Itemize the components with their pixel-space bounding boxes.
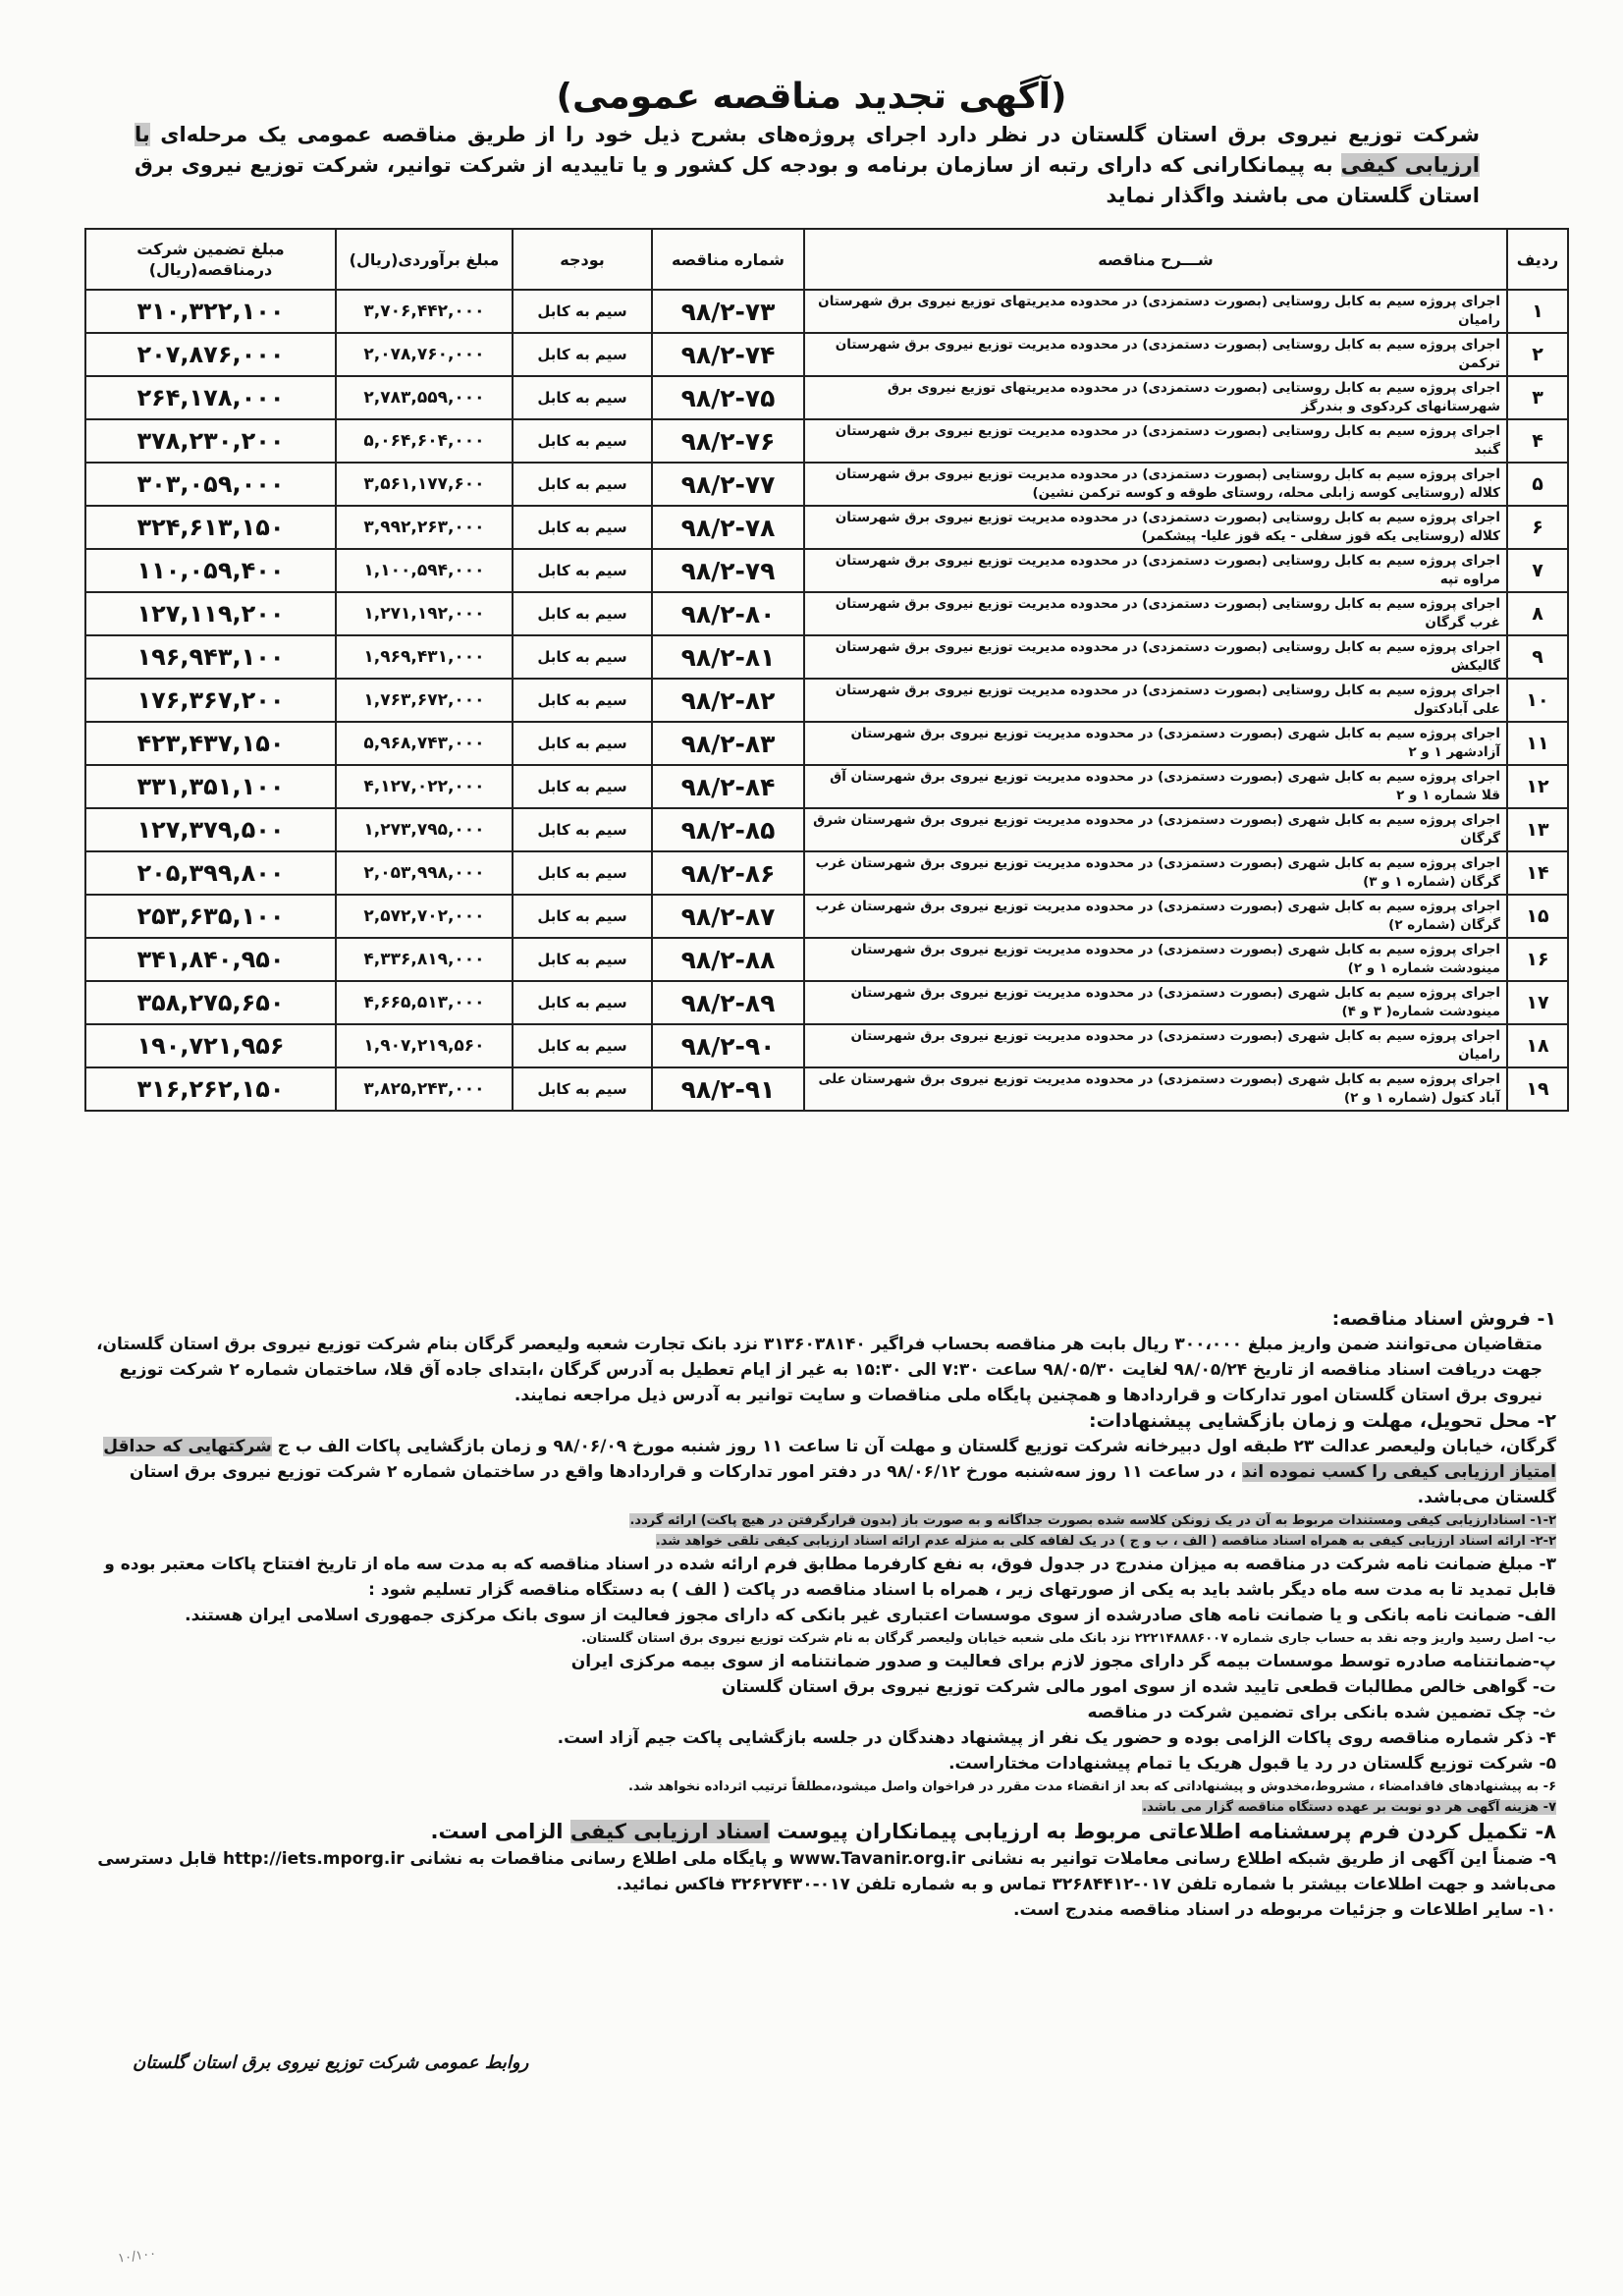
estimate-amount: ۱,۷۶۳,۶۷۲,۰۰۰ [336,679,513,722]
header-tender-number: شماره مناقصه [652,229,804,290]
estimate-amount: ۳,۹۹۲,۲۶۳,۰۰۰ [336,506,513,549]
budget: سیم به کابل [513,895,652,938]
section1-text: متقاضیان می‌توانند ضمن واریز مبلغ ۳۰۰،۰۰۰ ریال بابت هر مناقصه بحساب فراگیر ۳۱۳۶۰۳۸۱۴۰ نزد بانک تجارت شعبه ولیعصر گرگان بنام شرکت توزیع نیروی برق استان گلستان، جهت دریافت اسناد مناقصه از تاریخ ۹۸/۰۵/۲۴ لغایت ۹۸/۰۵/۳۰ ساعت ۷:۳۰ الی ۱۵:۳۰ به غیر از ایام تعطیل به آدرس گرگان ،ابتدای جاده آق قلا، ساختمان شماره ۲ شرکت توزیع نیروی برق استان گلستان امور تدارکات و قراردادها و همچنین پایگاه ملی مناقصات و سایت توانیر به آدرس ذیل مراجعه نمایند. [96,1335,1542,1405]
row-number: ۱۳ [1507,808,1568,851]
row-number: ۳ [1507,376,1568,419]
row-number: ۱ [1507,290,1568,333]
estimate-amount: ۵,۹۶۸,۷۴۳,۰۰۰ [336,722,513,765]
section2-text-highlight: شرکتهایی که حداقل امتیاز ارزیابی کیفی را کسب نموده اند [103,1437,1556,1482]
budget: سیم به کابل [513,290,652,333]
table-row [85,851,1568,895]
section3-t: ت- گواهی خالص مطالبات قطعی تایید شده از سوی امور مالی شرکت توزیع نیروی برق استان گلستان [721,1677,1556,1697]
estimate-amount: ۱,۲۷۱,۱۹۲,۰۰۰ [336,592,513,635]
guarantee-amount: ۳۵۸,۲۷۵,۶۵۰ [85,981,336,1024]
row-number: ۱۸ [1507,1024,1568,1067]
section3-a: الف- ضمانت نامه بانکی و یا ضمانت نامه های صادرشده از سوی موسسات اعتباری غیر بانکی که دارای مجوز فعالیت از سوی بانک مرکزی جمهوری اسلامی ایران هستند. [185,1606,1556,1625]
budget: سیم به کابل [513,981,652,1024]
table-row [85,549,1568,592]
tender-number: ۹۸/۲-۸۷ [652,895,804,938]
guarantee-amount: ۳۱۶,۲۶۲,۱۵۰ [85,1067,336,1111]
budget: سیم به کابل [513,765,652,808]
tender-table [84,228,1569,1112]
row-description: اجرای پروژه سیم به کابل شهری (بصورت دستمزدی) در محدوده مدیریت توزیع نیروی برق شهرستان علی آباد کتول (شماره ۱ و ۲) [804,1067,1507,1111]
guarantee-amount: ۱۲۷,۳۷۹,۵۰۰ [85,808,336,851]
tender-number: ۹۸/۲-۷۹ [652,549,804,592]
estimate-amount: ۲,۰۵۳,۹۹۸,۰۰۰ [336,851,513,895]
section2-text-c: ، در ساعت ۱۱ روز سه‌شنبه مورخ ۹۸/۰۶/۱۲ در دفتر امور تدارکات و قراردادها واقع در ساختمان شماره ۲ شرکت توزیع نیروی برق استان گلستان می‌باشد. [129,1462,1556,1507]
row-number: ۱۵ [1507,895,1568,938]
guarantee-amount: ۲۰۷,۸۷۶,۰۰۰ [85,333,336,376]
tender-number: ۹۸/۲-۸۹ [652,981,804,1024]
row-number: ۴ [1507,419,1568,463]
table-row [85,938,1568,981]
budget: سیم به کابل [513,506,652,549]
tender-number: ۹۸/۲-۷۶ [652,419,804,463]
estimate-amount: ۱,۱۰۰,۵۹۴,۰۰۰ [336,549,513,592]
row-number: ۹ [1507,635,1568,679]
section10: ۱۰- سایر اطلاعات و جزئیات مربوطه در اسناد مناقصه مندرج است. [1012,1900,1556,1920]
section8-a: ۸- تکمیل کردن فرم پرسشنامه اطلاعاتی مربوط به ارزیابی پیمانکاران پیوست [777,1820,1556,1843]
table-row [85,722,1568,765]
section9: ۹- ضمناً این آگهی از طریق شبکه اطلاع رسانی معاملات توانیر به نشانی www.Tavanir.org.ir و پایگاه ملی اطلاع رسانی مناقصات به نشانی http://iets.mporg.ir قابل دسترسی می‌باشد و جهت اطلاعات بیشتر با شماره تلفن ۰۱۷-۳۲۶۸۴۴۱۲ تماس و به شماره تلفن ۰۱۷-۳۲۶۲۷۴۳۰ فاکس نمائید. [97,1849,1556,1894]
section3: ۳- مبلغ ضمانت نامه شرکت در مناقصه به میزان مندرج در جدول فوق، به نفع کارفرما مطابق فرم ارائه شده در اسناد مناقصه که به مدت سه ماه از تاریخ افتتاح پاکات معتبر بوده و قابل تمدید تا به مدت سه ماه دیگر باشد باید به یکی از صورتهای زیر ، همراه با اسناد مناقصه در پاکت ( الف ) به دستگاه مناقصه گزار تسلیم شود : [104,1555,1556,1600]
section7: ۷- هزینه آگهی هر دو نوبت بر عهده دستگاه مناقصه گزار می باشد. [1142,1800,1556,1815]
budget: سیم به کابل [513,1067,652,1111]
table-row [85,333,1568,376]
tender-number: ۹۸/۲-۷۴ [652,333,804,376]
row-number: ۱۹ [1507,1067,1568,1111]
row-number: ۷ [1507,549,1568,592]
tender-number: ۹۸/۲-۹۰ [652,1024,804,1067]
row-description: اجرای پروژه سیم به کابل روستایی (بصورت دستمزدی) در محدوده مدیریتهای توزیع نیروی برق شهرستان رامیان [804,290,1507,333]
estimate-amount: ۲,۵۷۲,۷۰۲,۰۰۰ [336,895,513,938]
row-description: اجرای پروژه سیم به کابل شهری (بصورت دستمزدی) در محدوده مدیریت توزیع نیروی برق شهرستان شرق گرگان [804,808,1507,851]
estimate-amount: ۴,۶۶۵,۵۱۳,۰۰۰ [336,981,513,1024]
header-guarantee: مبلغ تضمین شرکت درمناقصه(ریال) [85,229,336,290]
intro-highlight: با ارزیابی کیفی [135,123,1481,177]
tender-number: ۹۸/۲-۸۰ [652,592,804,635]
row-number: ۱۷ [1507,981,1568,1024]
section2-text [83,1434,1556,1510]
guarantee-amount: ۳۰۳,۰۵۹,۰۰۰ [85,463,336,506]
guarantee-amount: ۳۳۱,۳۵۱,۱۰۰ [85,765,336,808]
row-description: اجرای پروژه سیم به کابل روستایی (بصورت دستمزدی) در محدوده مدیریت توزیع نیروی برق شهرستان گنبد [804,419,1507,463]
table-row [85,290,1568,333]
header-description: شـــرح مناقصه [804,229,1507,290]
budget: سیم به کابل [513,722,652,765]
section3-b: ب- اصل رسید واریز وجه نقد به حساب جاری شماره ۲۲۲۱۴۸۸۸۶۰۰۷ نزد بانک ملی شعبه خیابان ولیعصر گرگان به نام شرکت توزیع نیروی برق استان گلستان. [581,1631,1556,1646]
tender-number: ۹۸/۲-۸۴ [652,765,804,808]
section5: ۵- شرکت توزیع گلستان در رد یا قبول هریک یا تمام پیشنهادات مختاراست. [948,1754,1556,1774]
table-row [85,635,1568,679]
guarantee-amount: ۳۲۴,۶۱۳,۱۵۰ [85,506,336,549]
tender-number: ۹۸/۲-۸۲ [652,679,804,722]
tender-number: ۹۸/۲-۸۳ [652,722,804,765]
row-description: اجرای پروژه سیم به کابل روستایی (بصورت دستمزدی) در محدوده مدیریت توزیع نیروی برق شهرستان مراوه تپه [804,549,1507,592]
guarantee-amount: ۱۲۷,۱۱۹,۲۰۰ [85,592,336,635]
row-description: اجرای پروژه سیم به کابل شهری (بصورت دستمزدی) در محدوده مدیریت توزیع نیروی برق شهرستان غرب گرگان (شماره ۱ و ۳) [804,851,1507,895]
row-description: اجرای پروژه سیم به کابل روستایی (بصورت دستمزدی) در محدوده مدیریت توزیع نیروی برق شهرستان غرب گرگان [804,592,1507,635]
guarantee-amount: ۱۷۶,۳۶۷,۲۰۰ [85,679,336,722]
table-row [85,765,1568,808]
intro-paragraph [135,120,1480,211]
estimate-amount: ۳,۷۰۶,۴۴۲,۰۰۰ [336,290,513,333]
guarantee-amount: ۱۱۰,۰۵۹,۴۰۰ [85,549,336,592]
budget: سیم به کابل [513,679,652,722]
row-number: ۱۱ [1507,722,1568,765]
row-description: اجرای پروژه سیم به کابل روستایی (بصورت دستمزدی) در محدوده مدیریت توزیع نیروی برق شهرستان ترکمن [804,333,1507,376]
guarantee-amount: ۳۴۱,۸۴۰,۹۵۰ [85,938,336,981]
header-row-number: ردیف [1507,229,1568,290]
table-row [85,463,1568,506]
budget: سیم به کابل [513,851,652,895]
section3-th: ث- چک تضمین شده بانکی برای تضمین شرکت در مناقصه [1087,1703,1556,1722]
estimate-amount: ۴,۱۲۷,۰۲۲,۰۰۰ [336,765,513,808]
tender-number: ۹۸/۲-۷۷ [652,463,804,506]
budget: سیم به کابل [513,635,652,679]
guarantee-amount: ۲۵۳,۶۳۵,۱۰۰ [85,895,336,938]
header-budget: بودجه [513,229,652,290]
table-row [85,1067,1568,1111]
row-number: ۱۴ [1507,851,1568,895]
section3-p: پ-ضمانتنامه صادره توسط موسسات بیمه گر دارای مجوز لازم برای فعالیت و صدور ضمانتنامه از سوی بیمه مرکزی ایران [570,1652,1556,1671]
section8-highlight: اسناد ارزیابی کیفی [569,1820,770,1843]
tender-number: ۹۸/۲-۷۳ [652,290,804,333]
header-estimate: مبلغ برآوردی(ریال) [336,229,513,290]
table-row [85,808,1568,851]
budget: سیم به کابل [513,463,652,506]
row-description: اجرای پروژه سیم به کابل روستایی (بصورت دستمزدی) در محدوده مدیریتهای توزیع نیروی برق شهرستانهای کردکوی و بندرگز [804,376,1507,419]
budget: سیم به کابل [513,376,652,419]
row-description: اجرای پروژه سیم به کابل شهری (بصورت دستمزدی) در محدوده مدیریت توزیع نیروی برق شهرستان مینودشت شماره ۱ و ۲) [804,938,1507,981]
row-description: اجرای پروژه سیم به کابل روستایی (بصورت دستمزدی) در محدوده مدیریت توزیع نیروی برق شهرستان کلاله (روستایی کوسه زابلی محله، روستای طوقه و کوسه ترکمن نشین) [804,463,1507,506]
budget: سیم به کابل [513,938,652,981]
guarantee-amount: ۱۹۰,۷۲۱,۹۵۶ [85,1024,336,1067]
estimate-amount: ۳,۵۶۱,۱۷۷,۶۰۰ [336,463,513,506]
budget: سیم به کابل [513,333,652,376]
table-row [85,895,1568,938]
tender-number: ۹۸/۲-۸۶ [652,851,804,895]
intro-part1: شرکت توزیع نیروی برق استان گلستان در نظر دارد اجرای پروژه‌های بشرح ذیل خود را از طریق مناقصه عمومی یک مرحله‌ای [160,123,1481,146]
row-number: ۱۶ [1507,938,1568,981]
budget: سیم به کابل [513,592,652,635]
guarantee-amount: ۳۱۰,۳۲۲,۱۰۰ [85,290,336,333]
row-description: اجرای پروژه سیم به کابل روستایی (بصورت دستمزدی) در محدوده مدیریت توزیع نیروی برق شهرستان کلاله (روستایی یکه قوز سفلی - یکه قوز علیا- پیشکمر) [804,506,1507,549]
row-description: اجرای پروژه سیم به کابل شهری (بصورت دستمزدی) در محدوده مدیریت توزیع نیروی برق شهرستان آزادشهر ۱ و ۲ [804,722,1507,765]
budget: سیم به کابل [513,419,652,463]
estimate-amount: ۱,۲۷۳,۷۹۵,۰۰۰ [336,808,513,851]
table-row [85,981,1568,1024]
section1-heading: ۱- فروش اسناد مناقصه: [1331,1308,1556,1330]
section8-b: الزامی است. [430,1820,564,1843]
row-description: اجرای پروژه سیم به کابل شهری (بصورت دستمزدی) در محدوده مدیریت توزیع نیروی برق شهرستان غرب گرگان (شماره ۲) [804,895,1507,938]
section8 [83,1818,1556,1846]
guarantee-amount: ۳۷۸,۲۳۰,۲۰۰ [85,419,336,463]
estimate-amount: ۳,۸۲۵,۲۴۳,۰۰۰ [336,1067,513,1111]
guarantee-amount: ۱۹۶,۹۴۳,۱۰۰ [85,635,336,679]
estimate-amount: ۵,۰۶۴,۶۰۴,۰۰۰ [336,419,513,463]
guarantee-amount: ۴۲۳,۴۳۷,۱۵۰ [85,722,336,765]
tender-number: ۹۸/۲-۸۸ [652,938,804,981]
tender-number: ۹۸/۲-۸۵ [652,808,804,851]
estimate-amount: ۱,۹۶۹,۴۳۱,۰۰۰ [336,635,513,679]
row-number: ۸ [1507,592,1568,635]
budget: سیم به کابل [513,808,652,851]
row-description: اجرای پروژه سیم به کابل شهری (بصورت دستمزدی) در محدوده مدیریت توزیع نیروی برق شهرستان مینودشت شماره( ۳ و ۴) [804,981,1507,1024]
table-row [85,376,1568,419]
table-row [85,419,1568,463]
page-stamp: ۱۰/۱۰۰ [117,2246,158,2267]
row-description: اجرای پروژه سیم به کابل روستایی (بصورت دستمزدی) در محدوده مدیریت توزیع نیروی برق شهرستان گالیکش [804,635,1507,679]
table-header-row [85,229,1568,290]
tender-number: ۹۸/۲-۹۱ [652,1067,804,1111]
tender-number: ۹۸/۲-۷۸ [652,506,804,549]
notice-title: (آگهی تجدید مناقصه عمومی) [556,77,1067,117]
estimate-amount: ۱,۹۰۷,۲۱۹,۵۶۰ [336,1024,513,1067]
budget: سیم به کابل [513,1024,652,1067]
section2-2: ۲-۲- ارائه اسناد ارزیابی کیفی به همراه اسناد مناقصه ( الف ، ب و ج ) در یک لفافه کلی به منزله عدم ارائه اسناد ارزیابی کیفی تلقی خواهد شد. [655,1534,1556,1549]
intro-part2: به پیمانکارانی که دارای رتبه از سازمان برنامه و بودجه کل کشور و یا تاییدیه از شرکت توانیر، شرکت توزیع نیروی برق استان گلستان می باشند واگذار نماید [135,153,1480,207]
row-number: ۱۲ [1507,765,1568,808]
row-number: ۶ [1507,506,1568,549]
tender-number: ۹۸/۲-۸۱ [652,635,804,679]
table-row [85,679,1568,722]
tender-number: ۹۸/۲-۷۵ [652,376,804,419]
section2-heading: ۲- محل تحویل، مهلت و زمان بازگشایی پیشنهادات: [1089,1410,1556,1432]
estimate-amount: ۲,۷۸۳,۵۵۹,۰۰۰ [336,376,513,419]
section2-text-a: گرگان، خیابان ولیعصر عدالت ۲۳ طبقه اول دبیرخانه شرکت توزیع گلستان و مهلت آن تا ساعت ۱۱ روز شنبه مورخ ۹۸/۰۶/۰۹ و زمان بازگشایی پاکات الف ب ج [277,1437,1556,1456]
row-description: اجرای پروژه سیم به کابل شهری (بصورت دستمزدی) در محدوده مدیریت توزیع نیروی برق شهرستان آق قلا شماره ۱ و ۲ [804,765,1507,808]
budget: سیم به کابل [513,549,652,592]
row-number: ۲ [1507,333,1568,376]
row-number: ۱۰ [1507,679,1568,722]
row-description: اجرای پروژه سیم به کابل روستایی (بصورت دستمزدی) در محدوده مدیریت توزیع نیروی برق شهرستان علی آبادکتول [804,679,1507,722]
estimate-amount: ۴,۳۳۶,۸۱۹,۰۰۰ [336,938,513,981]
signature: روابط عمومی شرکت توزیع نیروی برق استان گلستان [133,2052,529,2073]
section2-1: ۱-۲- اسنادارزیابی کیفی ومستندات مربوط به آن در یک زونکن کلاسه شده بصورت جداگانه و به صورت باز (بدون قرارگرفتن در هیچ پاکت) ارائه گردد. [629,1513,1556,1528]
estimate-amount: ۲,۰۷۸,۷۶۰,۰۰۰ [336,333,513,376]
row-description: اجرای پروژه سیم به کابل شهری (بصورت دستمزدی) در محدوده مدیریت توزیع نیروی برق شهرستان رامیان [804,1024,1507,1067]
table-row [85,506,1568,549]
guarantee-amount: ۲۰۵,۳۹۹,۸۰۰ [85,851,336,895]
guarantee-amount: ۲۶۴,۱۷۸,۰۰۰ [85,376,336,419]
table-row [85,1024,1568,1067]
section4: ۴- ذکر شماره مناقصه روی پاکات الزامی بوده و حضور یک نفر از پیشنهاد دهندگان در جلسه بازگشایی پاکت جیم آزاد است. [557,1728,1556,1748]
section6: ۶- به پیشنهادهای فاقدامضاء ، مشروط،مخدوش و پیشنهاداتی که بعد از انقضاء مدت مقرر در فراخوان واصل میشود،مطلقاً ترتیب اثرداده نخواهد شد. [627,1779,1556,1794]
row-number: ۵ [1507,463,1568,506]
conditions-section [83,1306,1556,1923]
table-row [85,592,1568,635]
